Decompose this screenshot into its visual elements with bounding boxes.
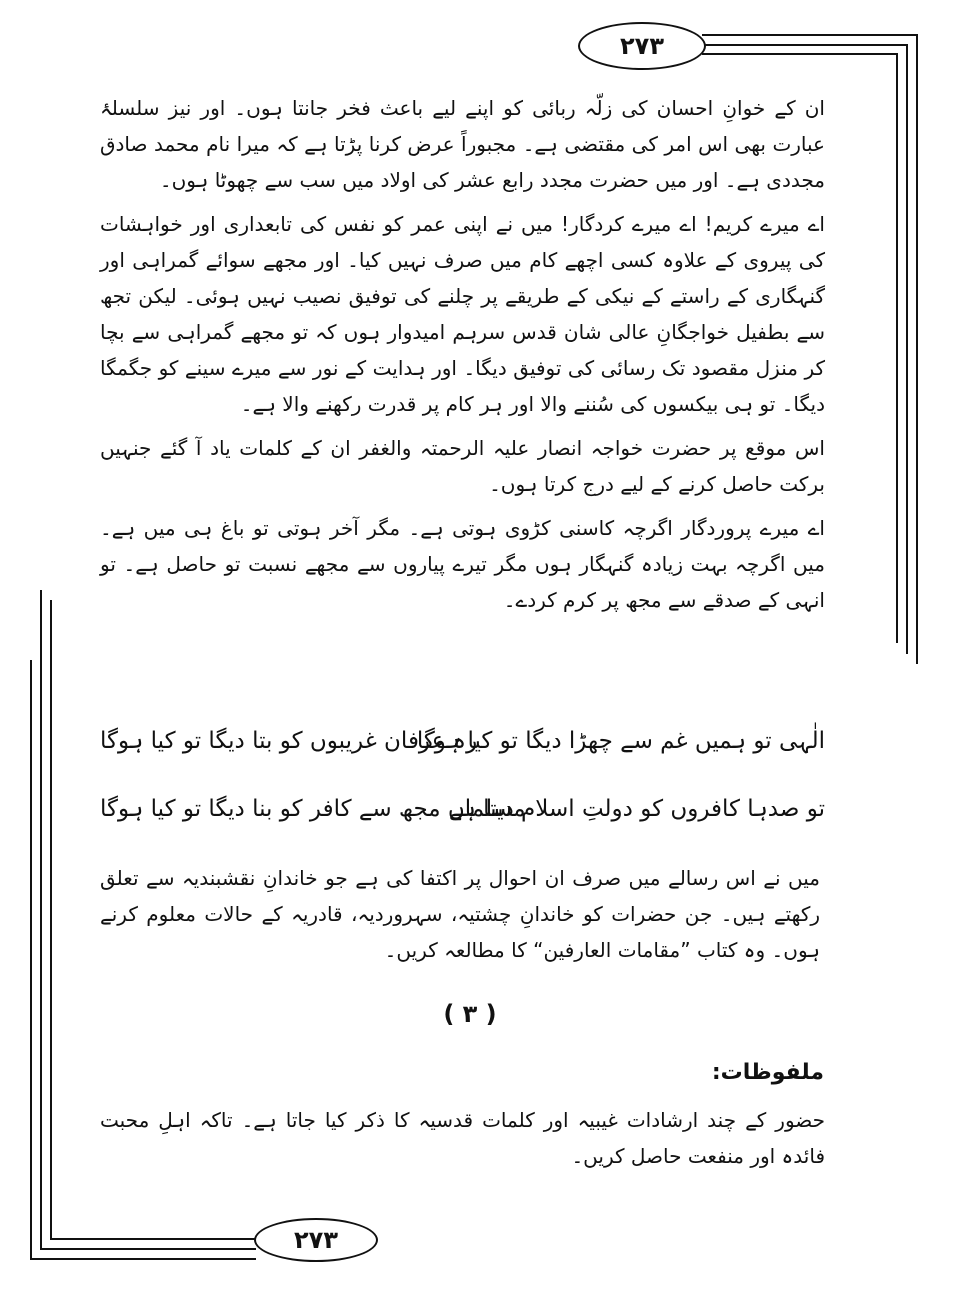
- frame-bottom-line-mid: [40, 1248, 256, 1250]
- frame-right-line-mid: [906, 44, 908, 654]
- page-number-top: ۲۷۳: [578, 22, 706, 70]
- frame-bottom-line-inner: [50, 1238, 256, 1240]
- frame-bottom-line-outer: [30, 1258, 256, 1260]
- paragraph-3: اس موقع پر حضرت خواجہ انصار علیہ الرحمتہ والغفر ان کے کلمات یاد آ گئے جنہیں برکت حاصل کرنے کے لیے درج کرتا ہوں۔: [100, 436, 825, 496]
- closing-paragraph: میں نے اس رسالے میں صرف ان احوال پر اکتفا کی ہے جو خاندانِ نقشبندیہ سے تعلق رکھتے ہیں۔ جن حضرات کو خاندانِ چشتیہ، سہروردیہ، قادریہ کے حالات معلوم کرنے ہوں۔ وہ کتاب ”مقامات العارفین“ کا مطالعہ کریں۔: [100, 866, 820, 962]
- couplet-1-first-hemistich: الٰہی تو ہمیں غم سے چھڑا دیگا تو کیا ہوگا: [416, 728, 825, 754]
- final-text-block: [100, 1102, 825, 1182]
- paragraph-2: اے میرے کریم! اے میرے کردگار! میں نے اپنی عمر کو نفس کی تابعداری اور خواہشات کی پیروی کے علاوہ کسی اچھے کام میں صرف نہیں کیا۔ اور مجھے سوائے گمراہی اور گنہگاری کے راستے کے نیکی کے طریقے پر چلنے کی توفیق نصیب نہیں ہوئی۔ لیکن تجھ سے بطفیل خواجگانِ عالی شان قدس سرہم امیدوار ہوں کہ تو مجھے گمراہی سے بچا کر منزل مقصود تک رسائی کی توفیق دیگا۔ اور ہدایت کے نور سے میرے سینے کو جگمگا دیگا۔ تو ہی بیکسوں کی سُننے والا اور ہر کام پر قدرت رکھنے والا ہے۔: [100, 212, 825, 416]
- couplet-1-second-hemistich: رہ عرفان غریبوں کو بتا دیگا تو کیا ہوگا: [100, 728, 478, 754]
- final-paragraph: حضور کے چند ارشادات غیبیہ اور کلمات قدسیہ کا ذکر کیا جاتا ہے۔ تاکہ اہلِ محبت فائدہ اور منفعت حاصل کریں۔: [100, 1108, 825, 1168]
- section-heading: ملفوظات:: [711, 1060, 824, 1085]
- paragraph-4: اے میرے پروردگار اگرچہ کاسنی کڑوی ہوتی ہے۔ مگر آخر ہوتی تو باغ ہی میں ہے۔ میں اگرچہ بہت زیادہ گنہگار ہوں مگر تیرے پیاروں سے مجھے نسبت تو حاصل ہے۔ تو انہی کے صدقے سے مجھ پر کرم کردے۔: [100, 516, 825, 612]
- frame-top-line-mid: [702, 44, 908, 46]
- frame-top-line-outer: [702, 34, 918, 36]
- section-number: ( ۳ ): [443, 1000, 497, 1028]
- page-number-bottom: ۲۷۳: [254, 1218, 378, 1262]
- frame-right-line-outer: [916, 34, 918, 664]
- paragraph-1: ان کے خوانِ احسان کی زلّہ ربائی کو اپنے لیے باعث فخر جانتا ہوں۔ اور نیز سلسلۂ عبارت بھی اس امر کی مقتضی ہے۔ مجبوراً عرض کرنا پڑتا ہے کہ میرا نام محمد صادق مجددی ہے۔ اور میں حضرت مجدد رابع عشر کی اولاد میں سب سے چھوٹا ہوں۔: [100, 96, 825, 192]
- couplet-2-second-hemistich: مسلماں مجھ سے کافر کو بنا دیگا تو کیا ہوگا: [100, 796, 526, 822]
- frame-left-line-inner: [50, 600, 52, 1240]
- frame-right-line-inner: [896, 53, 898, 643]
- frame-top-line-inner: [702, 53, 898, 55]
- couplet-2-first-hemistich: تو صدہا کافروں کو دولتِ اسلام دیتا ہے: [448, 796, 825, 822]
- frame-left-line-mid: [40, 590, 42, 1250]
- main-text-block: [100, 90, 825, 626]
- closing-text-block: [100, 860, 820, 976]
- frame-left-line-outer: [30, 660, 32, 1260]
